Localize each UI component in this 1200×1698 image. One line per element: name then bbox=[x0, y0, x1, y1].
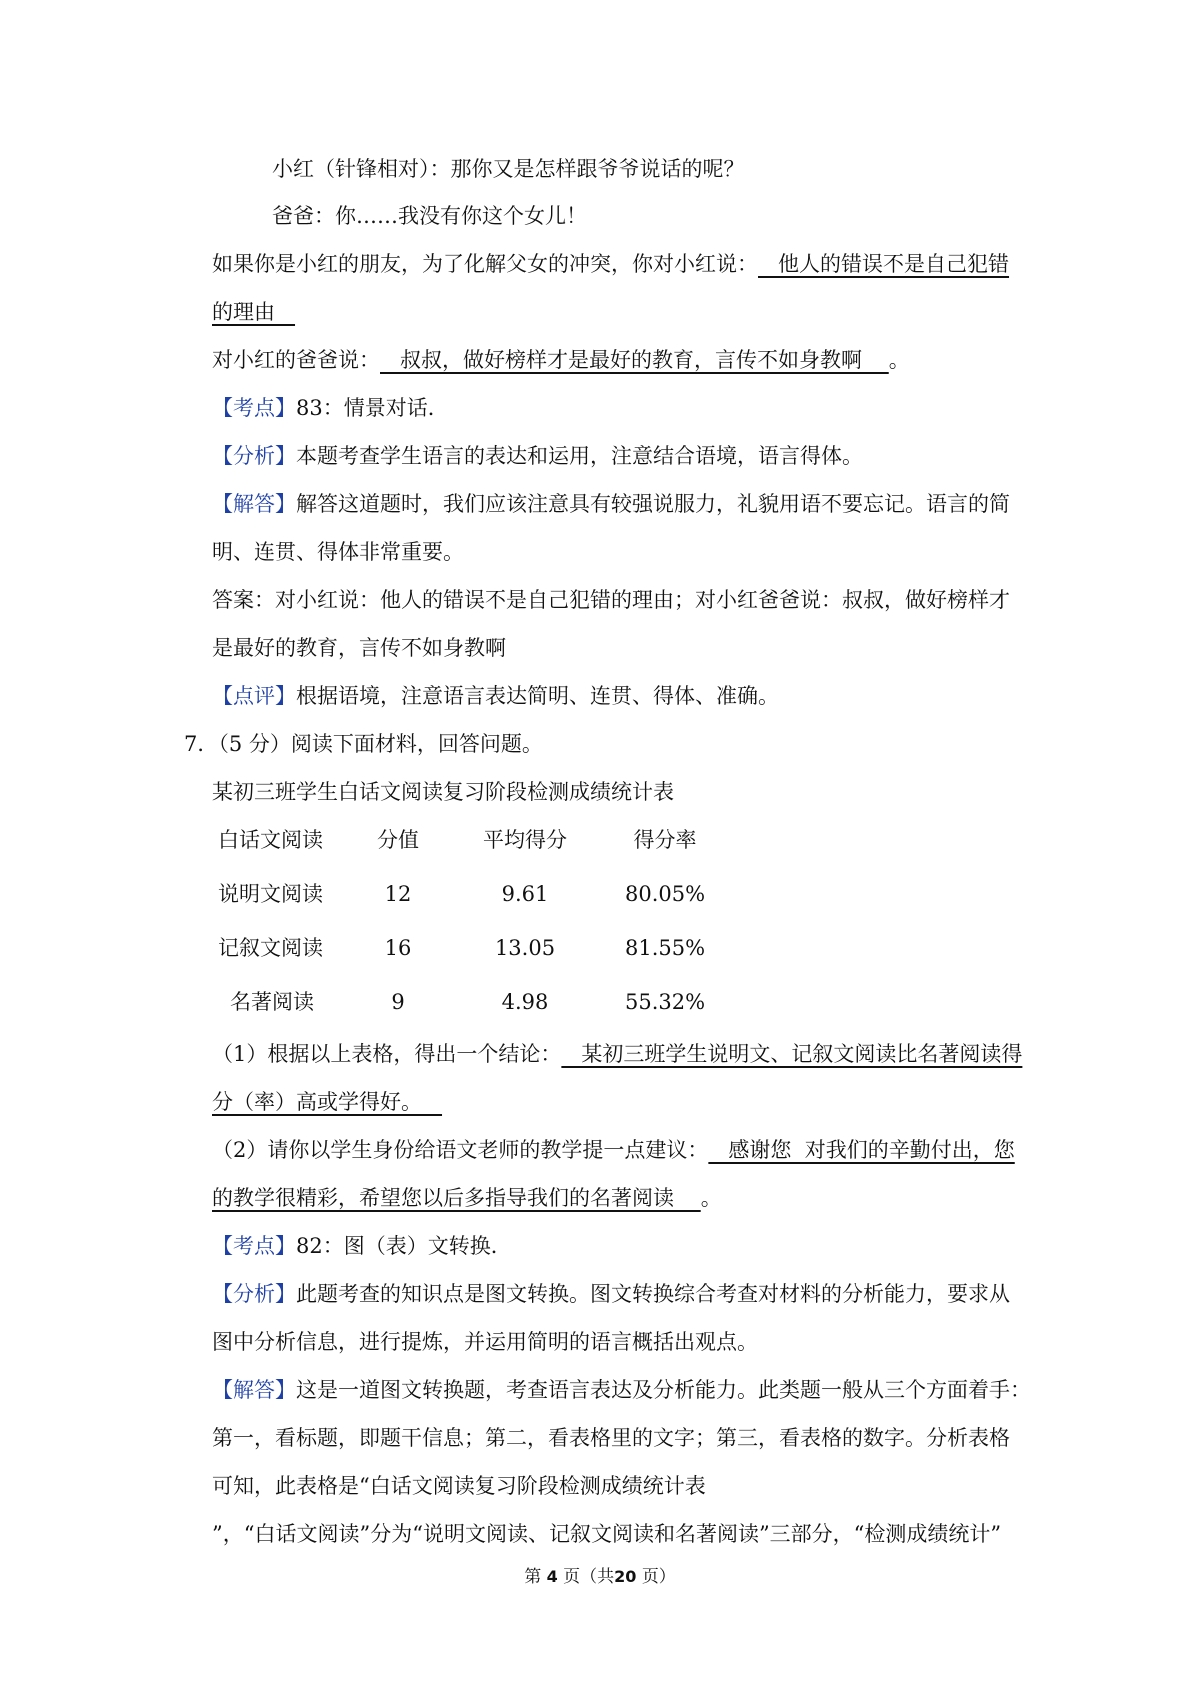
q6-dianping bbox=[212, 682, 779, 710]
q6-friend-line bbox=[212, 250, 1009, 278]
q7-sub2-suffix: 。 bbox=[700, 1186, 722, 1210]
q6-jieda-cont: 明、连贯、得体非常重要。 bbox=[212, 540, 464, 564]
page-footer bbox=[0, 1565, 1200, 1589]
q7-fenxi bbox=[212, 1280, 1010, 1308]
q7-jieda bbox=[212, 1376, 1031, 1404]
q6-answer-line1: 答案：对小红说：他人的错误不是自己犯错的理由；对小红爸爸说：叔叔，做好榜样才 bbox=[212, 588, 1010, 612]
kaodian-text: 82：图（表）文转换． bbox=[296, 1234, 512, 1258]
table-cell: 9 bbox=[391, 990, 405, 1014]
q7-sub2-answer-part1: 感谢您 对我们的辛勤付出，您 bbox=[708, 1138, 1015, 1162]
q6-answer2: 叔叔，做好榜样才是最好的教育，言传不如身教啊 bbox=[380, 348, 889, 372]
q7-kaodian bbox=[212, 1232, 512, 1260]
table-header-cell: 白话文阅读 bbox=[218, 828, 323, 852]
q6-kaodian bbox=[212, 394, 449, 422]
q7-jieda-line3: 可知，此表格是“白话文阅读复习阶段检测成绩统计表 bbox=[212, 1474, 706, 1498]
jieda-text: 解答这道题时，我们应该注意具有较强说服力，礼貌用语不要忘记。语言的简 bbox=[296, 492, 1010, 516]
q7-sub2-line bbox=[212, 1136, 1015, 1164]
jieda-text: 这是一道图文转换题，考查语言表达及分析能力。此类题一般从三个方面着手： bbox=[296, 1378, 1031, 1402]
q7-sub1-prefix: （1）根据以上表格，得出一个结论： bbox=[212, 1042, 562, 1066]
table-cell: 16 bbox=[384, 936, 412, 960]
q7-jieda-line4: ”，“白话文阅读”分为“说明文阅读、记叙文阅读和名著阅读”三部分，“检测成绩统计” bbox=[212, 1522, 1002, 1546]
fenxi-tag: 【分析】 bbox=[212, 1282, 296, 1306]
footer-prefix: 第 bbox=[524, 1567, 542, 1587]
table-cell: 13.05 bbox=[494, 936, 556, 960]
kaodian-tag: 【考点】 bbox=[212, 1234, 296, 1258]
table-header-cell: 平均得分 bbox=[483, 828, 567, 852]
footer-middle: 页（共 bbox=[563, 1567, 615, 1587]
fenxi-text: 本题考查学生语言的表达和运用，注意结合语境，语言得体。 bbox=[296, 444, 863, 468]
jieda-tag: 【解答】 bbox=[212, 492, 296, 516]
q6-friend-prefix: 如果你是小红的朋友，为了化解父女的冲突，你对小红说： bbox=[212, 252, 758, 276]
table-cell: 80.05% bbox=[625, 882, 706, 906]
kaodian-tag: 【考点】 bbox=[212, 396, 296, 420]
q6-fenxi bbox=[212, 442, 863, 470]
table-cell: 81.55% bbox=[625, 936, 706, 960]
footer-suffix: 页） bbox=[641, 1567, 676, 1587]
table-cell: 记叙文阅读 bbox=[218, 936, 323, 960]
q7-number: 7． bbox=[184, 732, 219, 756]
table-header-cell: 分值 bbox=[377, 828, 419, 852]
dialogue-line-dad: 爸爸：你……我没有你这个女儿！ bbox=[272, 204, 587, 228]
table-cell: 12 bbox=[384, 882, 412, 906]
q7-stem bbox=[184, 730, 543, 758]
q7-sub2-cont bbox=[212, 1184, 722, 1212]
q7-sub2-prefix: （2）请你以学生身份给语文老师的教学提一点建议： bbox=[212, 1138, 709, 1162]
page-total: 20 bbox=[614, 1567, 637, 1586]
q6-answer-line2: 是最好的教育，言传不如身教啊 bbox=[212, 636, 506, 660]
q7-stem-text: （5 分）阅读下面材料，回答问题。 bbox=[218, 732, 543, 756]
q6-answer1-cont bbox=[212, 298, 295, 326]
table-header-cell: 得分率 bbox=[633, 828, 697, 852]
q7-fenxi-cont: 图中分析信息，进行提炼，并运用简明的语言概括出观点。 bbox=[212, 1330, 758, 1354]
q7-jieda-line2: 第一，看标题，即题干信息；第二，看表格里的文字；第三，看表格的数字。分析表格 bbox=[212, 1426, 1010, 1450]
dialogue-line-xiaohong: 小红（针锋相对）：那你又是怎样跟爷爷说话的呢？ bbox=[272, 157, 745, 181]
q6-jieda bbox=[212, 490, 1010, 518]
q6-answer1-part1: 他人的错误不是自己犯错 bbox=[758, 252, 1010, 276]
table-cell: 4.98 bbox=[501, 990, 549, 1014]
table-cell: 名著阅读 bbox=[230, 990, 314, 1014]
q7-sub2-answer-part2: 的教学很精彩，希望您以后多指导我们的名著阅读 bbox=[212, 1186, 701, 1210]
q7-sub1-answer-part2: 分（率）高或学得好。 bbox=[212, 1090, 443, 1114]
fenxi-tag: 【分析】 bbox=[212, 444, 296, 468]
q6-answer1-part2: 的理由 bbox=[212, 300, 296, 324]
q6-dad-suffix: 。 bbox=[888, 348, 910, 372]
jieda-tag: 【解答】 bbox=[212, 1378, 296, 1402]
q7-sub1-line bbox=[212, 1040, 1022, 1068]
q7-table-title: 某初三班学生白话文阅读复习阶段检测成绩统计表 bbox=[212, 780, 674, 804]
page-number: 4 bbox=[546, 1567, 558, 1586]
table-cell: 说明文阅读 bbox=[218, 882, 323, 906]
q6-dad-line bbox=[212, 346, 910, 374]
q6-dad-prefix: 对小红的爸爸说： bbox=[212, 348, 380, 372]
dianping-text: 根据语境，注意语言表达简明、连贯、得体、准确。 bbox=[296, 684, 779, 708]
table-cell: 55.32% bbox=[625, 990, 706, 1014]
fenxi-text: 此题考查的知识点是图文转换。图文转换综合考查对材料的分析能力，要求从 bbox=[296, 1282, 1010, 1306]
dianping-tag: 【点评】 bbox=[212, 684, 296, 708]
q7-sub1-cont bbox=[212, 1088, 442, 1116]
table-cell: 9.61 bbox=[501, 882, 549, 906]
kaodian-text: 83：情景对话． bbox=[296, 396, 449, 420]
q7-sub1-answer-part1: 某初三班学生说明文、记叙文阅读比名著阅读得 bbox=[561, 1042, 1023, 1066]
